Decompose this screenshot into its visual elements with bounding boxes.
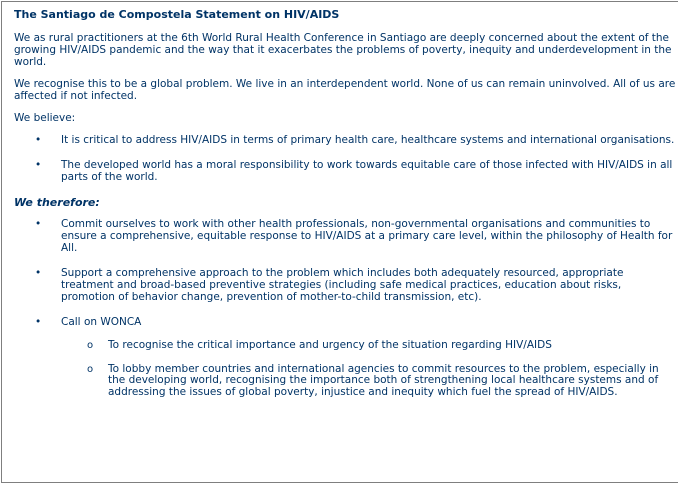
wonca-sublist (61, 340, 676, 398)
list-item (14, 267, 676, 303)
wonca-subitem-text: To lobby member countries and international agencies to commit resources to the problem, especially in the developing world, recognising the importance both of strengthening local healthcare systems and of addressing the issues of global poverty, injustice and inequity which fuel the spread of HIV/AIDS. (108, 362, 659, 398)
circle-marker-icon: o (87, 340, 94, 351)
list-item (14, 134, 676, 146)
list-item (14, 316, 676, 398)
global-problem-paragraph: We recognise this to be a global problem. We live in an interdependent world. None of us can remain uninvolved. All of us are affected if not infected. (14, 78, 676, 102)
list-item (60, 364, 676, 399)
believe-item-text: It is critical to address HIV/AIDS in terms of primary health care, healthcare systems and international organisations. (61, 134, 675, 146)
therefore-item-text: Support a comprehensive approach to the problem which includes both adequately resourced, appropriate treatment and broad-based preventive strategies (including safe medical practices, education about risks, promotion of behavior change, prevention of mother-to-child transmission, etc). (61, 267, 624, 303)
therefore-item-text: Call on WONCA (61, 316, 142, 328)
believe-item-text: The developed world has a moral responsibility to work towards equitable care of those infected with HIV/AIDS in all parts of the world. (61, 159, 673, 183)
statement-title: The Santiago de Compostela Statement on HIV/AIDS (14, 8, 340, 21)
list-item (14, 159, 676, 183)
we-believe-label: We believe: (14, 112, 76, 124)
bullet-icon: • (35, 316, 42, 328)
bullet-icon: • (35, 134, 42, 146)
intro-paragraph: We as rural practitioners at the 6th World Rural Health Conference in Santiago are deeply concerned about the extent of the growing HIV/AIDS pandemic and the way that it exacerbates the problems of poverty, inequity and underdevelopment in the world. (14, 32, 672, 68)
statement-box (1, 1, 678, 483)
we-therefore-heading: We therefore: (14, 196, 100, 209)
list-item (60, 340, 676, 352)
therefore-item-text: Commit ourselves to work with other health professionals, non-governmental organisations and communities to ensure a comprehensive, equitable response to HIV/AIDS at a primary care level, within the philosophy of Health for All. (61, 218, 673, 254)
circle-marker-icon: o (87, 363, 94, 375)
therefore-list (14, 218, 676, 398)
bullet-icon: • (35, 218, 42, 230)
list-item (14, 218, 676, 254)
bullet-icon: • (35, 267, 42, 279)
wonca-subitem-text: To recognise the critical importance and urgency of the situation regarding HIV/AIDS (108, 339, 552, 351)
bullet-icon: • (35, 159, 42, 171)
believe-list (14, 134, 676, 183)
